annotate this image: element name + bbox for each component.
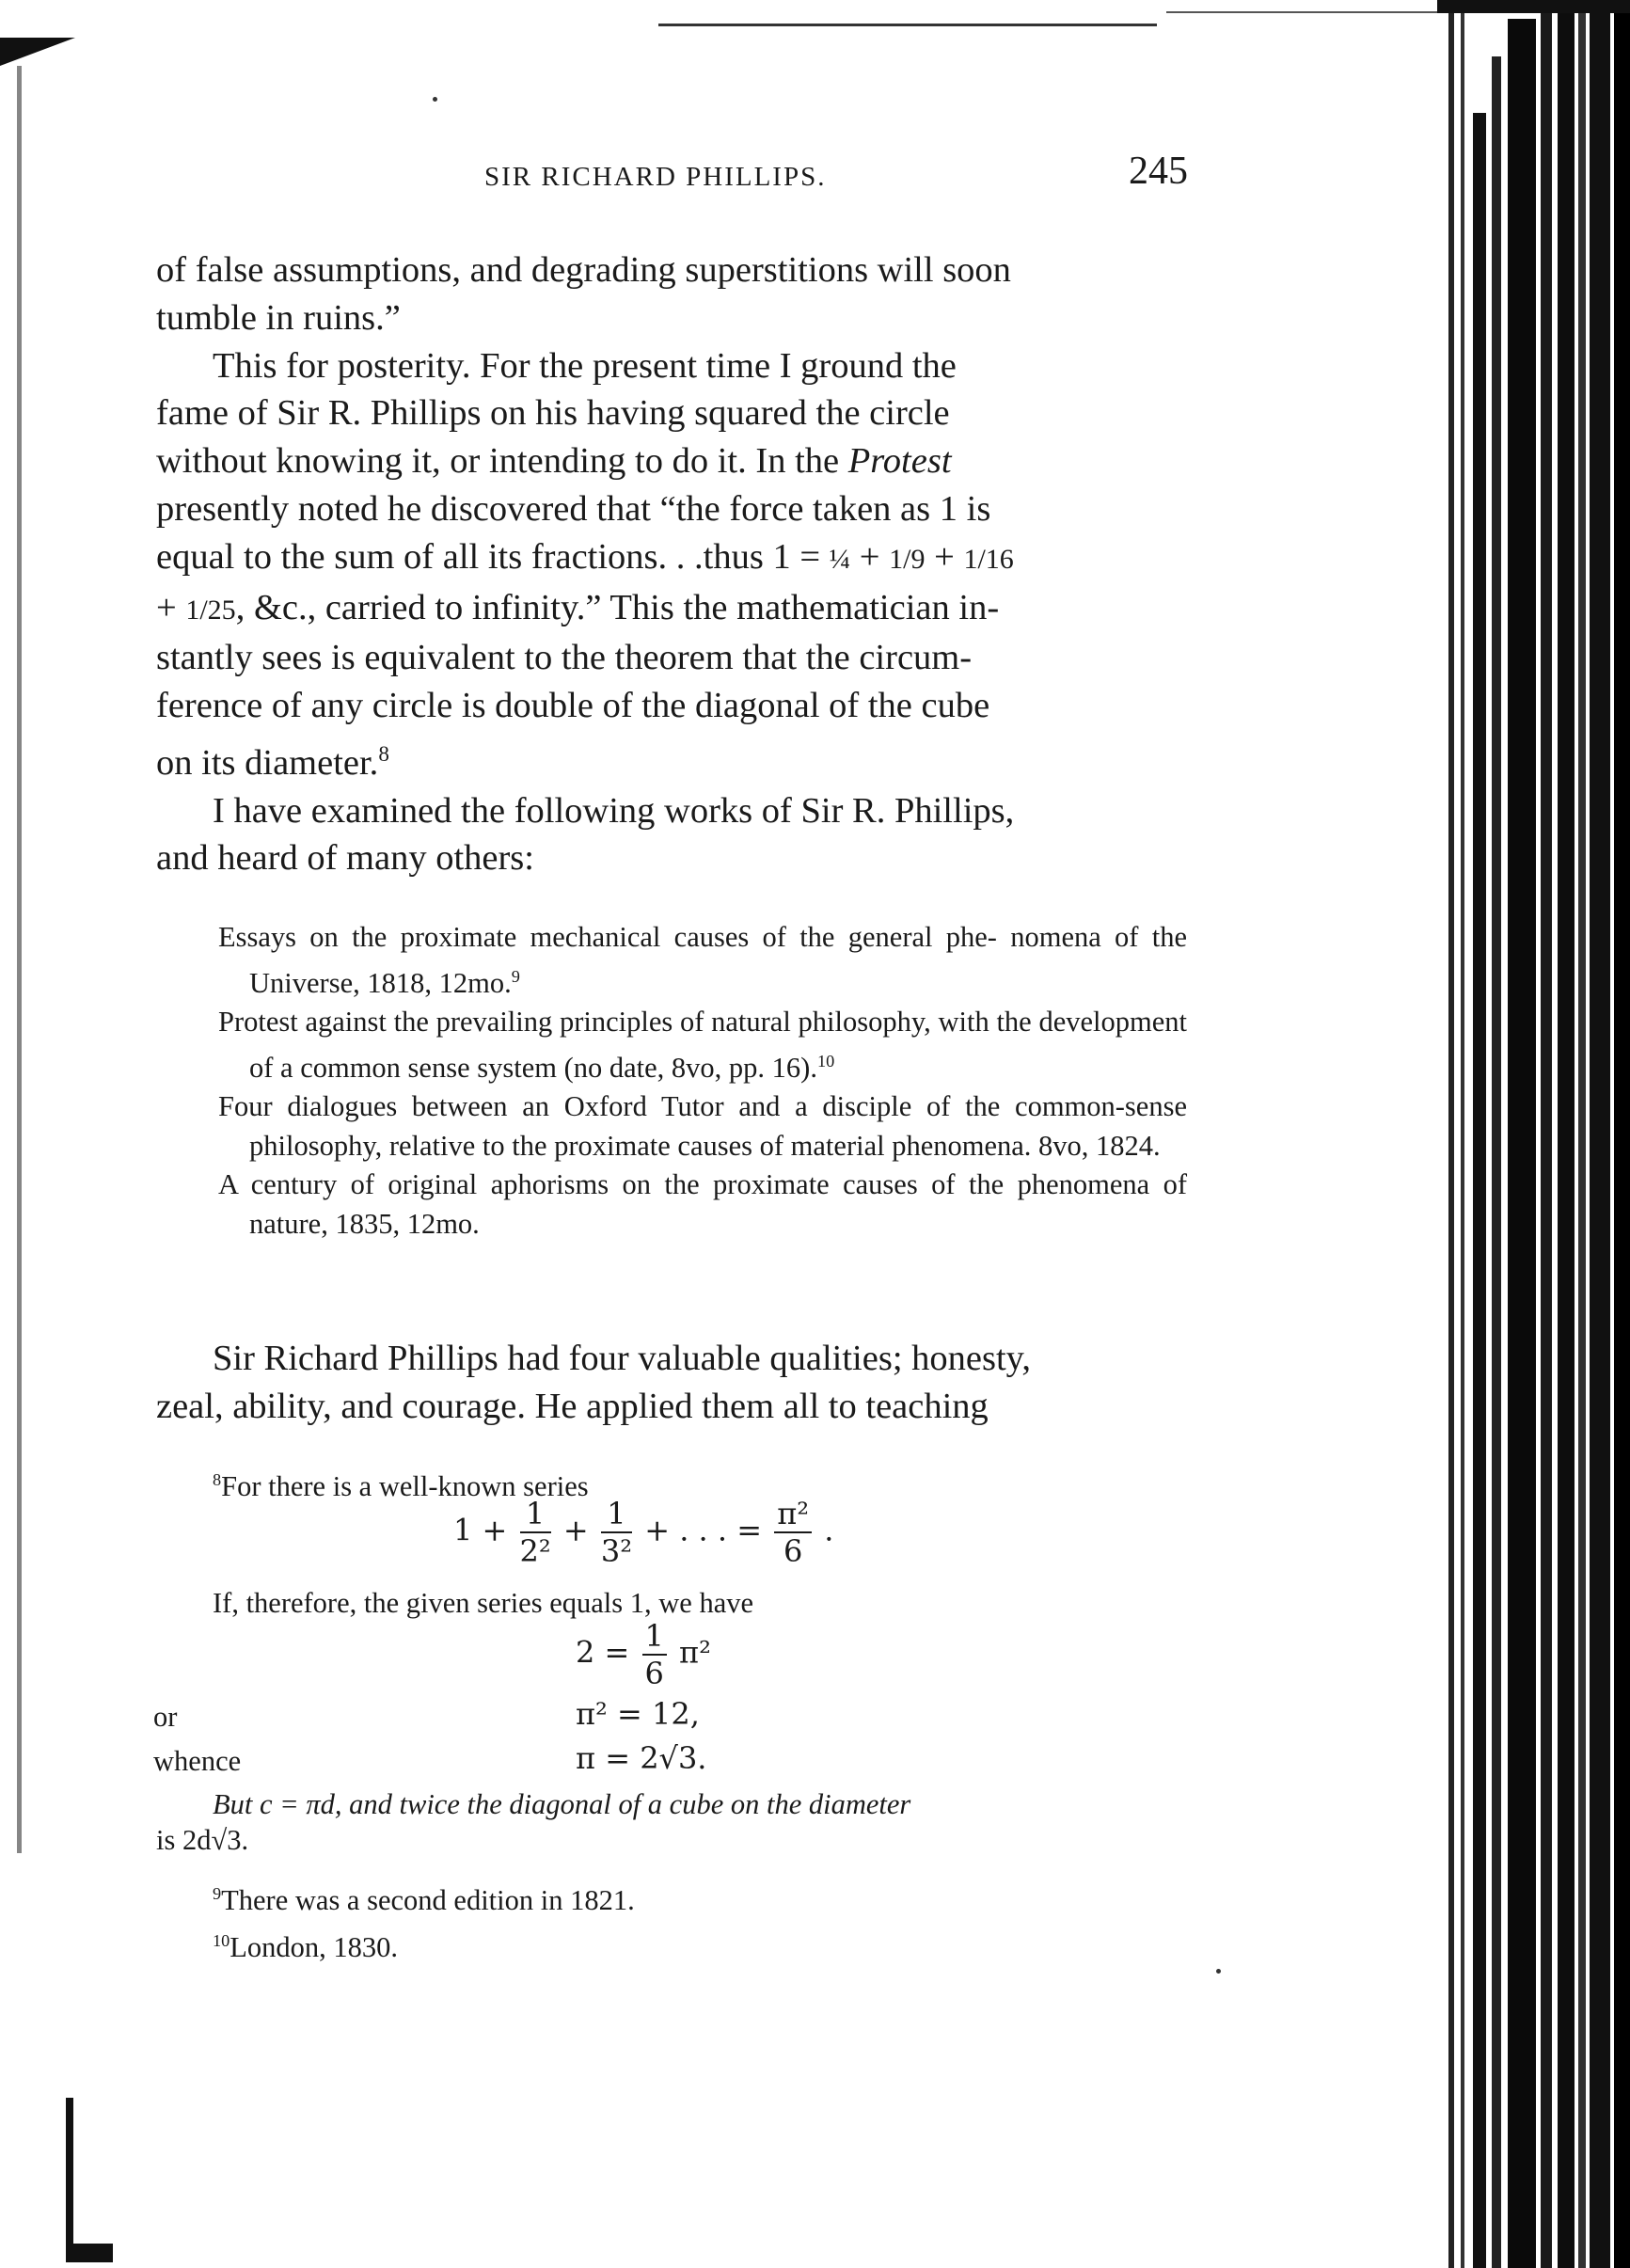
- footnote-text: is 2d√3.: [156, 1824, 249, 1856]
- footnote-ref: 9: [511, 966, 520, 986]
- numerator: π²: [774, 1496, 812, 1533]
- page-number: 245: [1129, 150, 1188, 193]
- scan-edge-mark: [66, 2244, 113, 2262]
- equation-1: [576, 1618, 711, 1691]
- equation-2: π² = 12,: [576, 1696, 700, 1732]
- footnote-line: But c = πd, and twice the diagonal of a cube on the diameter: [213, 1788, 911, 1820]
- text-span: without knowing it, or intending to do it. In the: [156, 441, 840, 482]
- fraction: [520, 1496, 551, 1569]
- footnote-text: If, therefore, the given series equals 1, we have: [213, 1587, 754, 1619]
- text-line: [156, 730, 1189, 787]
- work-title: Protest against the prevailing principles of natural philosophy, with the development of a common sense system (no date, 8vo, pp. 16).: [218, 1006, 1187, 1084]
- numerator: 1: [642, 1618, 667, 1656]
- text-line: Sir Richard Phillips had four valuable qualities; honesty,: [213, 1339, 1032, 1378]
- running-header: SIR RICHARD PHILLIPS.: [484, 162, 827, 192]
- text-line: presently noted he discovered that “the force taken as 1 is: [156, 488, 991, 529]
- text-span: on its diameter.: [156, 742, 379, 783]
- text-line: zeal, ability, and courage. He applied them all to teaching: [156, 1386, 989, 1426]
- fraction: ¼: [829, 543, 851, 575]
- footnote-ref: 8: [378, 740, 389, 766]
- text-line: stantly sees is equivalent to the theorem that the circum-: [156, 638, 973, 678]
- work-title: Essays on the proximate mechanical causes of the general phe- nomena of the Universe, 1818, 12mo.: [218, 921, 1187, 999]
- footnote-9: [213, 1875, 635, 1919]
- footnote-text: London, 1830.: [229, 1931, 399, 1964]
- fraction: 1/9: [889, 543, 926, 575]
- text-line: I have examined the following works of Sir R. Phillips,: [213, 790, 1015, 831]
- fraction: [774, 1496, 812, 1569]
- fraction: [601, 1496, 632, 1569]
- denominator: 2²: [519, 1533, 551, 1569]
- footnote-text: [213, 1785, 1191, 1823]
- work-title: Four dialogues between an Oxford Tutor and a disciple of the common-sense philosophy, relative to the proximate causes of material phenomena. 8vo, 1824.: [218, 1090, 1187, 1162]
- works-list: [218, 918, 1187, 1244]
- list-item: [218, 918, 1187, 1003]
- list-item: [218, 1166, 1187, 1244]
- scan-edge-line: [17, 66, 22, 1853]
- text-span: equal to the sum of all its fractions. . .thus 1 =: [156, 536, 821, 577]
- list-item: [218, 1087, 1187, 1166]
- body-text: [156, 246, 1189, 882]
- text-line: [156, 584, 1189, 635]
- italic-title: Protest: [847, 441, 952, 482]
- series-equation: 1 + $\frac{1}{\text{2²}}$ + $\frac{1}{\text{3²}}$ + . . . = $\frac{\text{π²}}{6}$ .: [453, 1496, 834, 1569]
- book-binding-shadow: [1437, 0, 1630, 2268]
- fraction: [642, 1618, 667, 1691]
- math-term: π²: [679, 1634, 711, 1671]
- math-term: + . . . =: [644, 1512, 763, 1548]
- scan-rule: [658, 24, 1157, 26]
- closing-paragraph: [156, 1335, 1189, 1431]
- denominator: 3²: [600, 1533, 633, 1569]
- fraction: 1/16: [963, 543, 1014, 575]
- scan-corner-mark: [0, 38, 75, 66]
- denominator: 6: [783, 1533, 803, 1569]
- numerator: 1: [520, 1496, 551, 1533]
- or-label: or: [153, 1701, 178, 1733]
- text-line: fame of Sir R. Phillips on his having squared the circle: [156, 393, 950, 434]
- math-term: .: [824, 1512, 834, 1548]
- text-line: tumble in ruins.”: [156, 297, 401, 338]
- fraction: 1/25: [185, 594, 236, 626]
- text-span: , &c., carried to infinity.” This the mathematician in-: [235, 587, 1000, 627]
- text-line: equal to the sum of all its fractions. . .thus 1 = ¼ + 1/9 + 1/16: [156, 536, 1014, 577]
- footnote-ref: 10: [816, 1051, 835, 1071]
- text-line: ference of any circle is double of the diagonal of the cube: [156, 686, 990, 726]
- footnote-10: [213, 1922, 398, 1966]
- scan-edge-mark: [66, 2098, 73, 2262]
- numerator: 1: [601, 1496, 632, 1533]
- footnote-text: For there is a well-known series: [221, 1470, 589, 1503]
- text-line: and heard of many others:: [156, 838, 534, 879]
- text-line: [156, 437, 1189, 485]
- scan-speck: [433, 97, 437, 102]
- list-item: [218, 1003, 1187, 1087]
- footnote-marker: 10: [213, 1931, 230, 1950]
- text-line: This for posterity. For the present time I ground the: [213, 345, 957, 386]
- math-term: 1 +: [453, 1512, 508, 1548]
- work-title: A century of original aphorisms on the proximate causes of the phenomena of nature, 1835, 12mo.: [218, 1168, 1187, 1240]
- footnote-text: There was a second edition in 1821.: [221, 1884, 635, 1917]
- math-term: 2 =: [576, 1634, 630, 1671]
- whence-label: whence: [153, 1745, 242, 1777]
- footnote-marker: 9: [213, 1884, 222, 1903]
- text-line: of false assumptions, and degrading superstitions will soon: [156, 250, 1011, 290]
- scan-speck: [1216, 1969, 1221, 1974]
- text-span: +: [156, 587, 177, 627]
- footnote-marker: 8: [213, 1470, 222, 1489]
- denominator: 6: [644, 1656, 664, 1691]
- equation-3: π = 2√3.: [576, 1740, 707, 1776]
